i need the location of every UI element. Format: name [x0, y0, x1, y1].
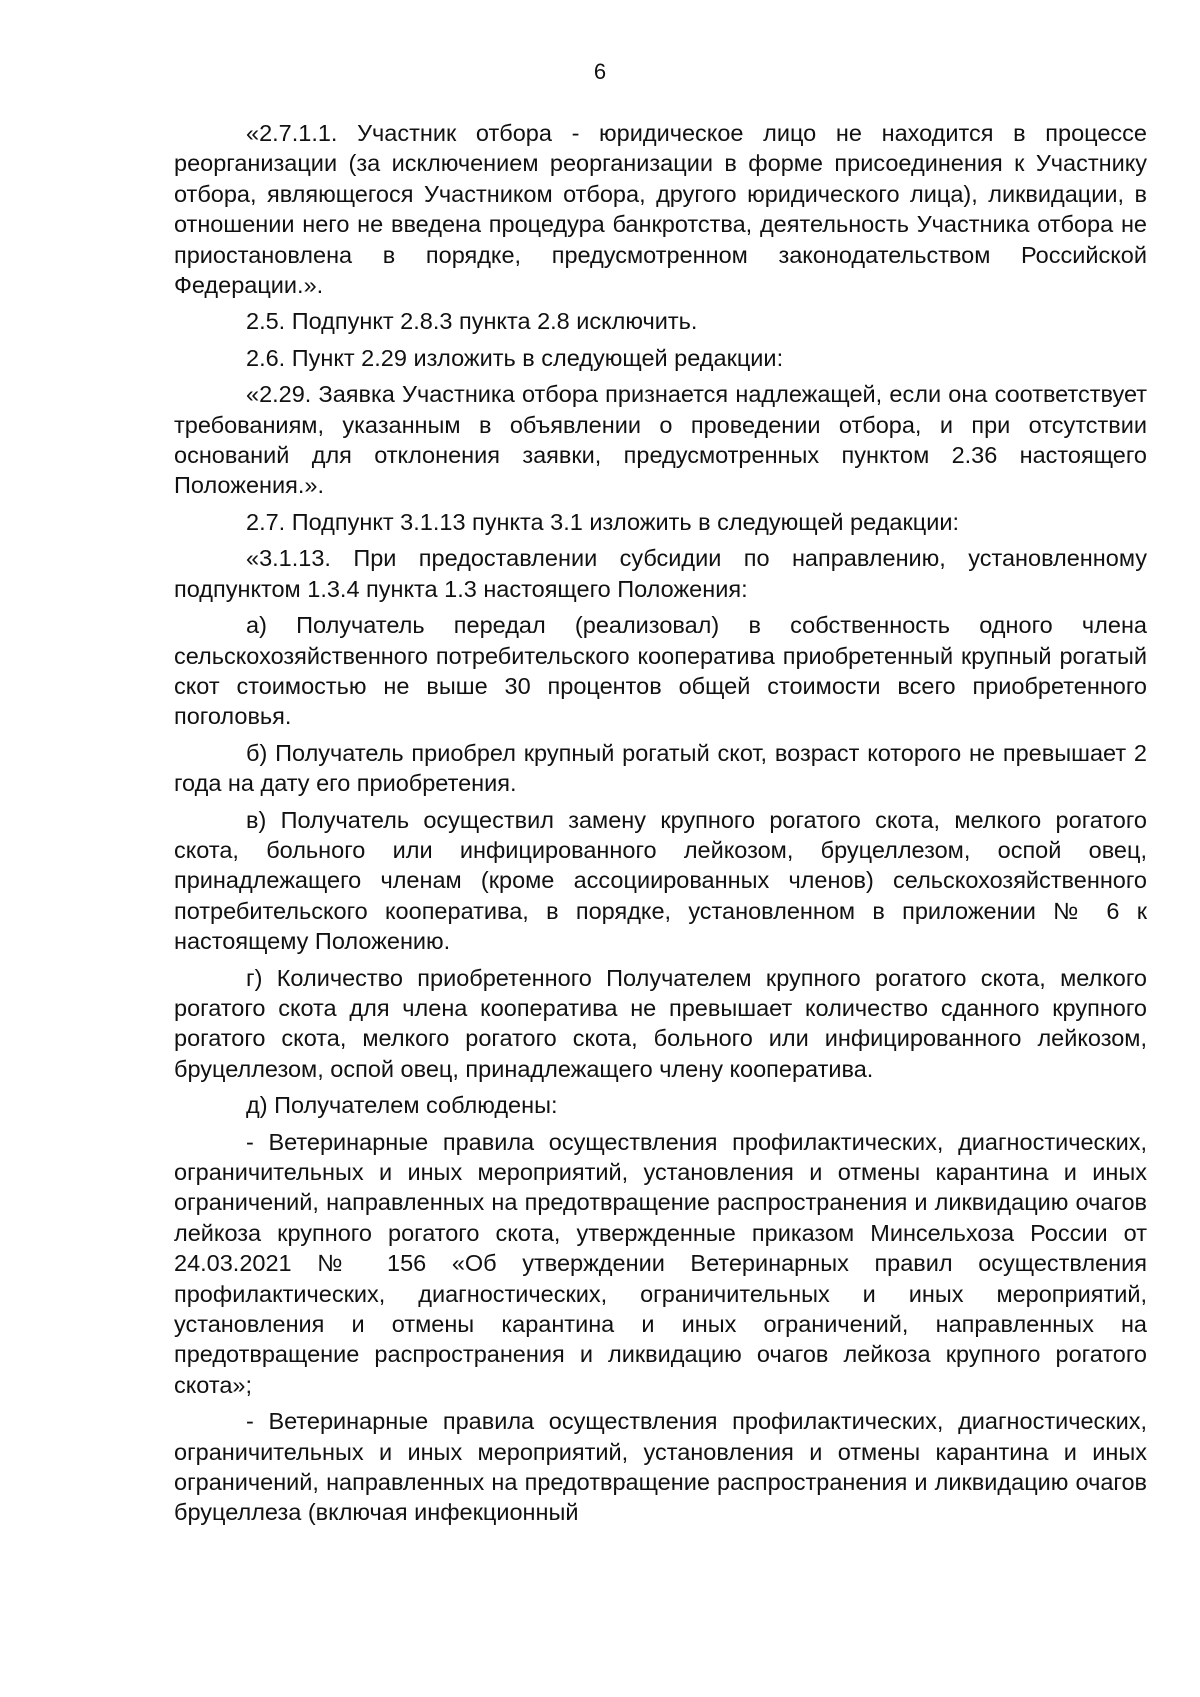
paragraph-item-a: а) Получатель передал (реализовал) в собственность одного члена сельскохозяйственного потребительского кооператива приобретенный крупный рогатый скот стоимостью не выше 30 процентов общей стоимости всего приобретенного поголовья. [174, 612, 1147, 730]
paragraph-2-6: 2.6. Пункт 2.29 изложить в следующей редакции: [246, 344, 784, 371]
paragraph-2-7-1-1: «2.7.1.1. Участник отбора - юридическое лицо не находится в процессе реорганизации (за исключением реорганизации в форме присоединения к Участнику отбора, являющегося Участником отбора, другого юридического лица), ликвидации, в отношении него не введена процедура банкротства, деятельность Участника отбора не приостановлена в порядке, предусмотренном законодательством Российской Федерации.». [174, 120, 1147, 299]
paragraph-3-1-13: «3.1.13. При предоставлении субсидии по направлению, установленному подпунктом 1.3.4 пункта 1.3 настоящего Положения: [174, 545, 1147, 602]
paragraph-2-29: «2.29. Заявка Участника отбора признается надлежащей, если она соответствует требованиям, указанным в объявлении о проведении отбора, и при отсутствии оснований для отклонения заявки, предусмотренных пунктом 2.36 настоящего Положения.». [174, 381, 1147, 499]
paragraph-2-7: 2.7. Подпункт 3.1.13 пункта 3.1 изложить в следующей редакции: [246, 508, 959, 535]
page-number: 6 [593, 59, 607, 84]
paragraph-item-v: в) Получатель осуществил замену крупного рогатого скота, мелкого рогатого скота, больного или инфицированного лейкозом, бруцеллезом, оспой овец, принадлежащего членам (кроме ассоциированных членов) сельскохозяйственного потребительского кооператива, в порядке, установленном в приложении № 6 к настоящему Положению. [174, 806, 1147, 955]
paragraph-dash-brucellosis-rules: - Ветеринарные правила осуществления профилактических, диагностических, ограничительных и иных мероприятий, установления и отмены карантина и иных ограничений, направленных на предотвращение распространения и ликвидацию очагов бруцеллеза (включая инфекционный [174, 1408, 1147, 1526]
paragraph-item-b: б) Получатель приобрел крупный рогатый скот, возраст которого не превышает 2 года на дату его приобретения. [174, 739, 1147, 797]
paragraph-dash-leukosis-rules: - Ветеринарные правила осуществления профилактических, диагностических, ограничительных и иных мероприятий, установления и отмены карантина и иных ограничений, направленных на предотвращение распространения и ликвидацию очагов лейкоза крупного рогатого скота, утвержденные приказом Минсельхоза России от 24.03.2021 № 156 «Об утверждении Ветеринарных правил осуществления профилактических, диагностических, ограничительных и иных мероприятий, установления и отмены карантина и иных ограничений, направленных на предотвращение распространения и ликвидацию очагов лейкоза крупного рогатого скота»; [174, 1128, 1147, 1398]
paragraph-item-g: г) Количество приобретенного Получателем крупного рогатого скота, мелкого рогатого скота для члена кооператива не превышает количество сданного крупного рогатого скота, мелкого рогатого скота, больного или инфицированного лейкозом, бруцеллезом, оспой овец, принадлежащего члену кооператива. [174, 964, 1147, 1082]
paragraph-item-d: д) Получателем соблюдены: [246, 1092, 558, 1119]
document-body [174, 118, 1147, 1534]
paragraph-2-5: 2.5. Подпункт 2.8.3 пункта 2.8 исключить. [246, 308, 698, 335]
